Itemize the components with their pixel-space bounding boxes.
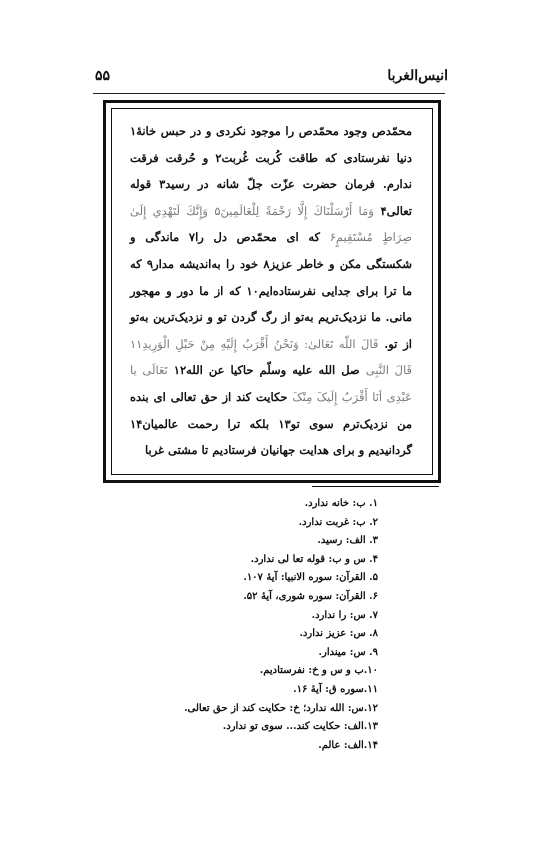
quran-verse: وَمَا أَرْسَلْنَاكَ إِلَّا رَحْمَةً لِلْعَالَمِينَ۵ وَإِنَّكَ لَتَهْدِي إِلَىٰ صِرَاطٍ مُسْتَقِيمٍ۶	[130, 203, 412, 245]
hadith-quote: تَعَالَی یا عَبْدِی أنَا أَقْرَبُ إِلَیکَ مِنْکَ	[130, 363, 412, 404]
header-divider	[93, 93, 445, 94]
body-paragraph	[130, 118, 412, 464]
footnote: ۹. س: میندار.	[318, 646, 378, 658]
body-segment: حکایت کند از حق تعالی ای بنده من نزدیک‌ترم سوی تو۱۳ بلکه ترا رحمت عالمیان۱۴ گردانیدیم و برای هدایت جهانیان فرستادیم تا مشتی غربا	[130, 389, 412, 458]
body-segment: که ای محمّدص دل را۷ ماندگی و شکستگی مکن و خاطر عزیز۸ خود را به‌اندیشه مدار۹ که ما ترا برای جدایی نفرستاده‌ایم۱۰ که از ما دور و مهجور مانی. ما نزدیک‌تریم به‌تو از رگ گردن تو و نزدیک‌ترین به‌تو از تو.	[130, 230, 412, 351]
body-segment: صل الله علیه وسلّم حاکیا عن الله۱۲	[167, 363, 360, 378]
footnote: ۱۰.ب و س و خ: نفرستادیم.	[259, 665, 378, 677]
footnote: ۸. س: عزیز ندارد.	[299, 628, 378, 640]
quran-verse: قَالَ اللّٰه تَعَالیٰ: وَنَحْنُ أَقْرَبُ إِلَيْهِ مِنْ حَبْلِ الْوَرِيدِ۱۱ قَالَ النَّبِی	[130, 336, 412, 378]
book-title: انیس‌الغربا	[387, 68, 448, 84]
footnote: ۱۴.الف: عالم.	[318, 739, 378, 751]
footnote: ۶. القرآن: سوره شوری، آیهٔ ۵۲.	[243, 590, 378, 602]
footnote: ۱۱.سوره ق: آیهٔ ۱۶.	[293, 683, 378, 695]
footnote: ۳. الف: رسید.	[317, 535, 378, 547]
footnote-divider	[312, 486, 439, 487]
footnote: ۵. القرآن: سوره الانبیا: آیهٔ ۱۰۷.	[243, 572, 378, 584]
footnote: ۷. س: را ندارد.	[311, 609, 378, 621]
footnote: ۱۳.الف: حکایت کند... سوی تو ندارد.	[222, 721, 378, 733]
footnote: ۴. س و ب: قوله تعا لی ندارد.	[250, 553, 378, 565]
page-number: ۵۵	[95, 68, 111, 84]
footnotes-list	[98, 495, 378, 755]
footnote: ۱. ب: خانه ندارد.	[304, 498, 378, 509]
footnote: ۲. ب: غربت ندارد.	[298, 516, 378, 528]
footnote: ۱۲.س: الله ندارد؛ خ: حکایت کند از حق تعالی.	[184, 702, 378, 714]
body-segment: محمّدص وجود محمّدص را موجود نکردی و در حبس خانهٔ۱ دنیا نفرستادی که طاقت کُربت غُربت۲ و حُرقت فرقت ندارم. فرمان حضرت عزّت جلّ شانه در رسید۳ قوله تعالی۴	[130, 124, 412, 218]
